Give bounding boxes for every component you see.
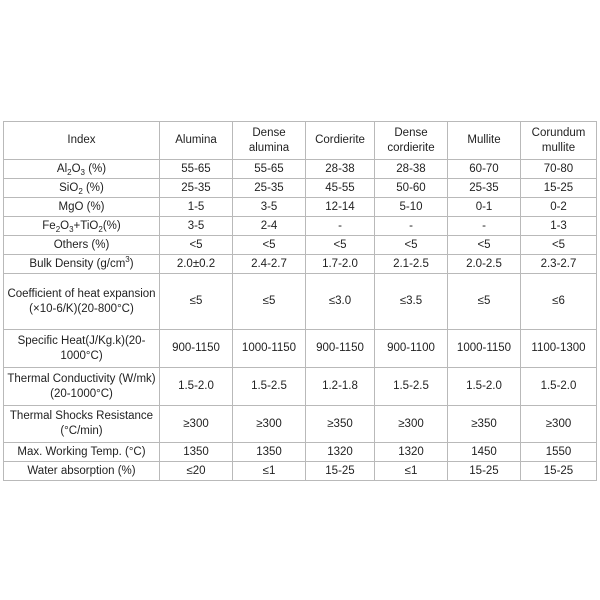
header-mullite: Mullite — [448, 122, 521, 160]
table-cell: 1350 — [233, 443, 306, 462]
row-label: Bulk Density $(g/cm^3)$ — [4, 255, 160, 274]
table-cell: 25-35 — [160, 179, 233, 198]
table-cell: 3-5 — [160, 217, 233, 236]
table-cell: 25-35 — [448, 179, 521, 198]
table-cell: 1350 — [160, 443, 233, 462]
table-cell: 2.4-2.7 — [233, 255, 306, 274]
table-cell: 25-35 — [233, 179, 306, 198]
table-row — [4, 330, 597, 368]
table-cell: ≥300 — [375, 406, 448, 443]
table-row — [4, 255, 597, 274]
table-cell: 5-10 — [375, 198, 448, 217]
header-cordierite: Cordierite — [306, 122, 375, 160]
table-cell: 1.7-2.0 — [306, 255, 375, 274]
table-cell: <5 — [521, 236, 597, 255]
table-cell: 28-38 — [375, 160, 448, 179]
table-cell: 2.1-2.5 — [375, 255, 448, 274]
row-label: Coefficient of heat expansion (×10-6/K)(20-800°C) — [4, 274, 160, 330]
table-cell: 1320 — [375, 443, 448, 462]
table-row — [4, 274, 597, 330]
table-cell: - — [306, 217, 375, 236]
table-cell: 1.5-2.0 — [521, 368, 597, 406]
table-cell: ≤5 — [233, 274, 306, 330]
table-cell: 2.3-2.7 — [521, 255, 597, 274]
table-cell: ≥300 — [521, 406, 597, 443]
row-label: Water absorption (%) — [4, 462, 160, 481]
table-body — [4, 160, 597, 481]
table-cell: 1.5-2.0 — [448, 368, 521, 406]
table-cell: 55-65 — [160, 160, 233, 179]
table-cell: 900-1100 — [375, 330, 448, 368]
table-cell: ≤5 — [160, 274, 233, 330]
table-row — [4, 236, 597, 255]
row-label: $Fe_2O_3+TiO_2(\%)$ — [4, 217, 160, 236]
header-dense-alumina: Dense alumina — [233, 122, 306, 160]
table-cell: 1450 — [448, 443, 521, 462]
table-row — [4, 179, 597, 198]
table-cell: 1.5-2.5 — [233, 368, 306, 406]
table-cell: ≥300 — [233, 406, 306, 443]
table-cell: 70-80 — [521, 160, 597, 179]
row-label: MgO (%) — [4, 198, 160, 217]
table-cell: <5 — [233, 236, 306, 255]
table-cell: 1100-1300 — [521, 330, 597, 368]
table-cell: 15-25 — [448, 462, 521, 481]
header-corundum-mullite: Corundum mullite — [521, 122, 597, 160]
row-label: Thermal Shocks Resistance (°C/min) — [4, 406, 160, 443]
table-cell: 55-65 — [233, 160, 306, 179]
table-cell: 2.0-2.5 — [448, 255, 521, 274]
table-cell: 1.2-1.8 — [306, 368, 375, 406]
table-cell: 60-70 — [448, 160, 521, 179]
table-cell: 15-25 — [521, 179, 597, 198]
table-cell: 0-1 — [448, 198, 521, 217]
header-index: Index — [4, 122, 160, 160]
table-cell: ≥350 — [448, 406, 521, 443]
table-cell: ≥300 — [160, 406, 233, 443]
table-row — [4, 443, 597, 462]
table-cell: 1-5 — [160, 198, 233, 217]
table-cell: ≤6 — [521, 274, 597, 330]
table-cell: - — [448, 217, 521, 236]
table-cell: 2.0±0.2 — [160, 255, 233, 274]
table-cell: 45-55 — [306, 179, 375, 198]
row-label: Max. Working Temp. (°C) — [4, 443, 160, 462]
table-cell: 1000-1150 — [233, 330, 306, 368]
table-row — [4, 406, 597, 443]
table-row — [4, 217, 597, 236]
table-cell: 900-1150 — [306, 330, 375, 368]
table-row — [4, 198, 597, 217]
table-cell: 3-5 — [233, 198, 306, 217]
table-cell: <5 — [448, 236, 521, 255]
row-label: Specific Heat(J/Kg.k)(20-1000°C) — [4, 330, 160, 368]
header-alumina: Alumina — [160, 122, 233, 160]
table-cell: 1-3 — [521, 217, 597, 236]
row-label: Thermal Conductivity (W/mk) (20-1000°C) — [4, 368, 160, 406]
table-cell: ≤3.0 — [306, 274, 375, 330]
table-cell: ≥350 — [306, 406, 375, 443]
table-cell: <5 — [375, 236, 448, 255]
table-cell: - — [375, 217, 448, 236]
table-cell: ≤5 — [448, 274, 521, 330]
table-cell: 1550 — [521, 443, 597, 462]
header-row — [4, 122, 597, 160]
table-cell: 1.5-2.0 — [160, 368, 233, 406]
table-cell: ≤3.5 — [375, 274, 448, 330]
header-dense-cordierite: Dense cordierite — [375, 122, 448, 160]
table-cell: <5 — [160, 236, 233, 255]
table-cell: 28-38 — [306, 160, 375, 179]
row-label: $Al_2O_3$ (%) — [4, 160, 160, 179]
table-cell: ≤20 — [160, 462, 233, 481]
table-row — [4, 368, 597, 406]
table-cell: <5 — [306, 236, 375, 255]
table-cell: 1320 — [306, 443, 375, 462]
table-cell: ≤1 — [233, 462, 306, 481]
row-label: SiO$_2$ (%) — [4, 179, 160, 198]
table-cell: 0-2 — [521, 198, 597, 217]
row-label: Others (%) — [4, 236, 160, 255]
table-cell: 1.5-2.5 — [375, 368, 448, 406]
table-row — [4, 160, 597, 179]
table-cell: 900-1150 — [160, 330, 233, 368]
table-cell: 1000-1150 — [448, 330, 521, 368]
table-cell: 15-25 — [521, 462, 597, 481]
table-cell: 2-4 — [233, 217, 306, 236]
table-cell: 12-14 — [306, 198, 375, 217]
table-row — [4, 462, 597, 481]
table-cell: 50-60 — [375, 179, 448, 198]
table-cell: 15-25 — [306, 462, 375, 481]
properties-table — [3, 121, 597, 481]
table-cell: ≤1 — [375, 462, 448, 481]
